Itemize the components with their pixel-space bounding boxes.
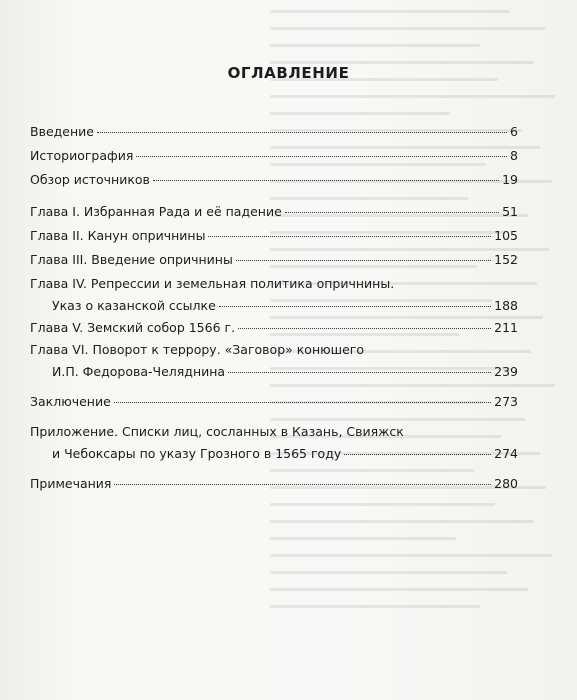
leader-dots	[236, 260, 491, 261]
toc-entry[interactable]	[30, 342, 518, 380]
toc-entry[interactable]	[30, 124, 518, 140]
toc-entry[interactable]	[30, 252, 518, 268]
leader-dots	[136, 156, 507, 157]
toc-page-number: 152	[494, 252, 518, 267]
toc-entry-label: И.П. Федорова-Челяднина	[52, 364, 226, 379]
leader-dots	[153, 180, 499, 181]
toc-entry-label: Заключение	[30, 394, 111, 409]
leader-dots	[97, 132, 507, 133]
toc-page-number: 280	[494, 476, 518, 491]
leader-dots	[228, 372, 491, 373]
toc-entry[interactable]	[30, 320, 518, 336]
leader-dots	[208, 236, 491, 237]
toc-entry-first-line: Приложение. Списки лиц, сосланных в Казань, Свияжск	[30, 424, 404, 439]
toc-entry-label: Глава III. Введение опричнины	[30, 252, 233, 267]
toc-entry-label: Историография	[30, 148, 134, 163]
toc-entry-label: Введение	[30, 124, 94, 139]
toc-entry-label: и Чебоксары по указу Грозного в 1565 году	[52, 446, 342, 461]
toc-page-number: 8	[510, 148, 518, 163]
toc-entry-first-line: Глава IV. Репрессии и земельная политика опричнины.	[30, 276, 395, 291]
toc-entry-label: Указ о казанской ссылке	[52, 298, 216, 313]
toc-entry[interactable]	[30, 394, 518, 410]
toc-page-number: 239	[494, 364, 518, 379]
leader-dots	[114, 484, 491, 485]
toc-entry-last-line	[30, 446, 518, 462]
toc-page-number: 19	[502, 172, 518, 187]
toc-entry-label: Глава II. Канун опричнины	[30, 228, 206, 243]
toc-page-number: 188	[494, 298, 518, 313]
leader-dots	[114, 402, 491, 403]
toc-entry[interactable]	[30, 276, 518, 314]
toc-entry[interactable]	[30, 476, 518, 492]
toc-page-number: 6	[510, 124, 518, 139]
leader-dots	[219, 306, 491, 307]
toc-entry-label: Обзор источников	[30, 172, 150, 187]
toc-entry[interactable]	[30, 148, 518, 164]
toc-page-number: 105	[494, 228, 518, 243]
toc-page-number: 211	[494, 320, 518, 335]
toc-entry-label: Глава I. Избранная Рада и её падение	[30, 204, 282, 219]
toc-page-number: 273	[494, 394, 518, 409]
toc-entry-last-line	[30, 298, 518, 314]
toc-entry-first-line: Глава VI. Поворот к террору. «Заговор» конюшего	[30, 342, 364, 357]
toc-page-number: 274	[494, 446, 518, 461]
toc-entry[interactable]	[30, 172, 518, 188]
table-of-contents	[30, 120, 518, 492]
page-title: ОГЛАВЛЕНИЕ	[227, 64, 350, 82]
toc-entry-last-line	[30, 364, 518, 380]
toc-entry-label: Глава V. Земский собор 1566 г.	[30, 320, 236, 335]
toc-entry[interactable]	[30, 204, 518, 220]
toc-entry-label: Примечания	[30, 476, 112, 491]
leader-dots	[285, 212, 499, 213]
leader-dots	[344, 454, 491, 455]
toc-entry[interactable]	[30, 424, 518, 462]
leader-dots	[238, 328, 491, 329]
toc-entry[interactable]	[30, 228, 518, 244]
toc-page-number: 51	[502, 204, 518, 219]
